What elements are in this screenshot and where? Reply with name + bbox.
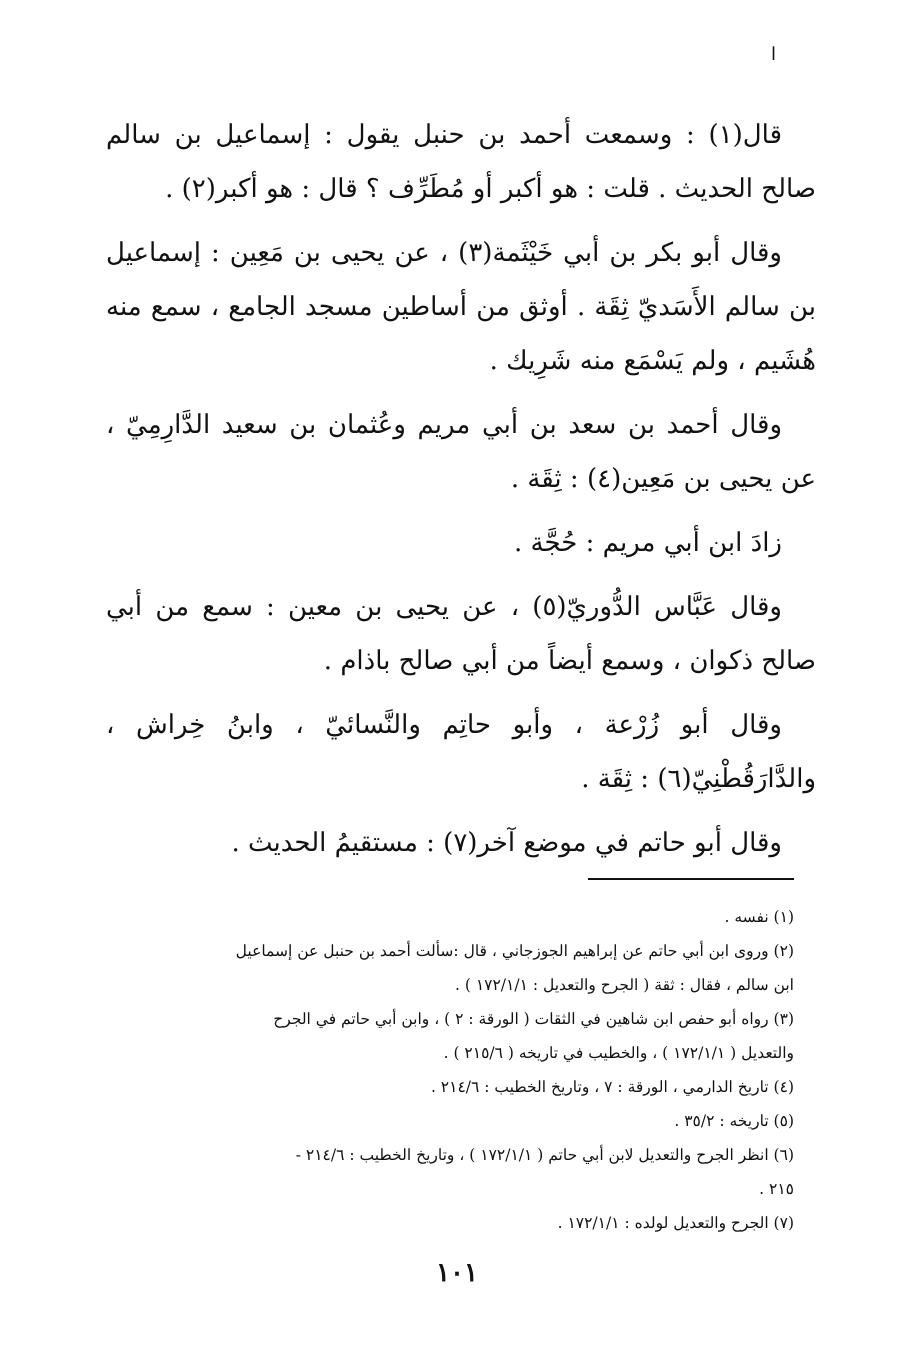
paragraph-ahmad-quote: قال(١) : وسمعت أحمد بن حنبل يقول : إسماعيل بن سالم صالح الحديث . قلت : هو أكبر أو مُطَرِّف ؟ قال : هو أكبر(٢) . (106, 120, 816, 204)
footnote-4: (٤) تاريخ الدارمي ، الورقة : ٧ ، وتاريخ الخطيب : ٢١٤/٦ . (430, 1078, 794, 1096)
paragraph-abu-hatim-quote: وقال أبو حاتم في موضع آخر(٧) : مستقيمُ الحديث . (231, 828, 782, 858)
paragraph-ibn-abi-maryam-addition: زادَ ابن أبي مريم : حُجَّة . (514, 528, 782, 558)
corner-mark: ا (770, 44, 776, 65)
footnote-2-continued: ابن سالم ، فقال : ثقة ( الجرح والتعديل : ١٧٢/١/١ ) . (455, 976, 794, 994)
paragraph-abu-bakr-quote: وقال أبو بكر بن أبي خَيْثَمة(٣) ، عن يحيى بن مَعِين : إسماعيل بن سالم الأَسَديّ ثِقَة . أوثق من أساطين مسجد الجامع ، سمع منه هُشَيم ، ولم يَسْمَع منه شَرِيك . (106, 238, 816, 376)
footnote-2: (٢) وروى ابن أبي حاتم عن إبراهيم الجوزجاني ، قال :سألت أحمد بن حنبل عن إسماعيل (235, 942, 794, 960)
paragraph-abbas-duri-quote: وقال عَبَّاس الدُّوريّ(٥) ، عن يحيى بن معين : سمع من أبي صالح ذكوان ، وسمع أيضاً من أبي صالح باذام . (106, 592, 816, 676)
paragraph-ahmad-bin-saad-quote: وقال أحمد بن سعد بن أبي مريم وعُثمان بن سعيد الدَّارِمِيّ ، عن يحيى بن مَعِين(٤) : ثِقَة . (106, 410, 816, 494)
footnote-1: (١) نفسه . (724, 908, 794, 926)
footnote-6-continued: ٢١٥ . (759, 1180, 794, 1198)
footnote-6: (٦) انظر الجرح والتعديل لابن أبي حاتم ( ١٧٢/١/١ ) ، وتاريخ الخطيب : ٢١٤/٦ - (295, 1146, 794, 1164)
footnote-7: (٧) الجرح والتعديل لولده : ١٧٢/١/١ . (557, 1214, 794, 1232)
main-text (106, 108, 816, 880)
footnote-5: (٥) تاريخه : ٣٥/٢ . (674, 1112, 794, 1130)
paragraph-abu-zura-quote: وقال أبو زُرْعة ، وأبو حاتِم والنَّسائيّ ، وابنُ خِراش ، والدَّارَقُطْنِيّ(٦) : ثِقَة . (106, 710, 816, 794)
footnote-divider (588, 878, 794, 880)
page-number: ١٠١ (436, 1258, 478, 1288)
footnote-3: (٣) رواه أبو حفص ابن شاهين في الثقات ( الورقة : ٢ ) ، وابن أبي حاتم في الجرح (273, 1010, 794, 1028)
footnotes (98, 900, 816, 1240)
footnote-3-continued: والتعديل ( ١٧٢/١/١ ) ، والخطيب في تاريخه ( ٢١٥/٦ ) . (443, 1044, 794, 1062)
